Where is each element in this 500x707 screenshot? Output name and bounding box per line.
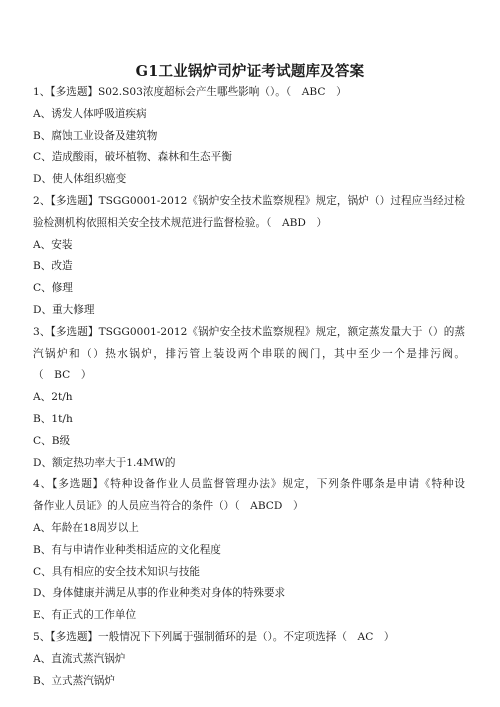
question-2-option-c: C、修理	[33, 282, 73, 295]
question-2-stem-line-2: 验检测机构依照相关安全技术规范进行监督检验。（ ABD ）	[33, 216, 328, 229]
question-1-option-d: D、使人体组织癌变	[33, 173, 127, 186]
question-3-option-d: D、额定热功率大于1.4MW的	[33, 456, 176, 469]
question-4-option-b: B、有与申请作业种类相适应的文化程度	[33, 543, 221, 556]
question-1-option-c: C、造成酸雨，破坏植物、森林和生态平衡	[33, 151, 232, 164]
question-1-option-b: B、腐蚀工业设备及建筑物	[33, 129, 158, 142]
question-3-stem-line-1: 3、【多选题】TSGG0001-2012《锅炉安全技术监察规程》规定，额定蒸发量大于（）的蒸	[33, 325, 465, 338]
question-3-stem-line-3: （ BC ）	[33, 369, 92, 382]
question-3-stem-line-2: 汽锅炉和（）热水锅炉，排污管上装设两个串联的阀门，其中至少一个是排污阀。	[33, 347, 465, 360]
question-2-option-a: A、安装	[33, 238, 73, 251]
question-4-option-c: C、具有相应的安全技术知识与技能	[33, 565, 201, 578]
question-5-option-b: B、立式蒸汽锅炉	[33, 674, 115, 687]
question-1-stem-line-1: 1、【多选题】S02.S03浓度超标会产生哪些影响（）。（ ABC ）	[33, 86, 347, 98]
question-1-option-a: A、诱发人体呼吸道疾病	[33, 107, 147, 120]
question-4-option-d: D、身体健康并满足从事的作业种类对身体的特殊要求	[33, 587, 286, 600]
question-4-option-e: E、有正式的工作单位	[33, 609, 137, 622]
question-4-option-a: A、年龄在18周岁以上	[33, 521, 139, 534]
question-list	[33, 82, 465, 692]
question-3-option-c: C、B级	[33, 434, 71, 447]
question-4-stem-line-1: 4、【多选题】《特种设备作业人员监督管理办法》规定，下列条件哪条是申请《特种设	[33, 478, 465, 491]
question-5-option-a: A、直流式蒸汽锅炉	[33, 652, 126, 665]
question-3-option-b: B、1t/h	[33, 412, 73, 425]
question-2-option-b: B、改造	[33, 260, 73, 273]
question-2-stem-line-1: 2、【多选题】TSGG0001-2012《锅炉安全技术监察规程》规定，锅炉（）过程应当经过检	[33, 194, 465, 207]
document-title: G1工业锅炉司炉证考试题库及答案	[135, 63, 365, 80]
question-3-option-a: A、2t/h	[33, 391, 73, 404]
question-2-option-d: D、重大修理	[33, 303, 95, 316]
question-5-stem-line-1: 5、【多选题】一般情况下下列属于强制循环的是（）。不定项选择（ AC ）	[33, 630, 395, 643]
question-4-stem-line-2: 备作业人员证》的人员应当符合的条件（）（ ABCD ）	[33, 500, 304, 513]
